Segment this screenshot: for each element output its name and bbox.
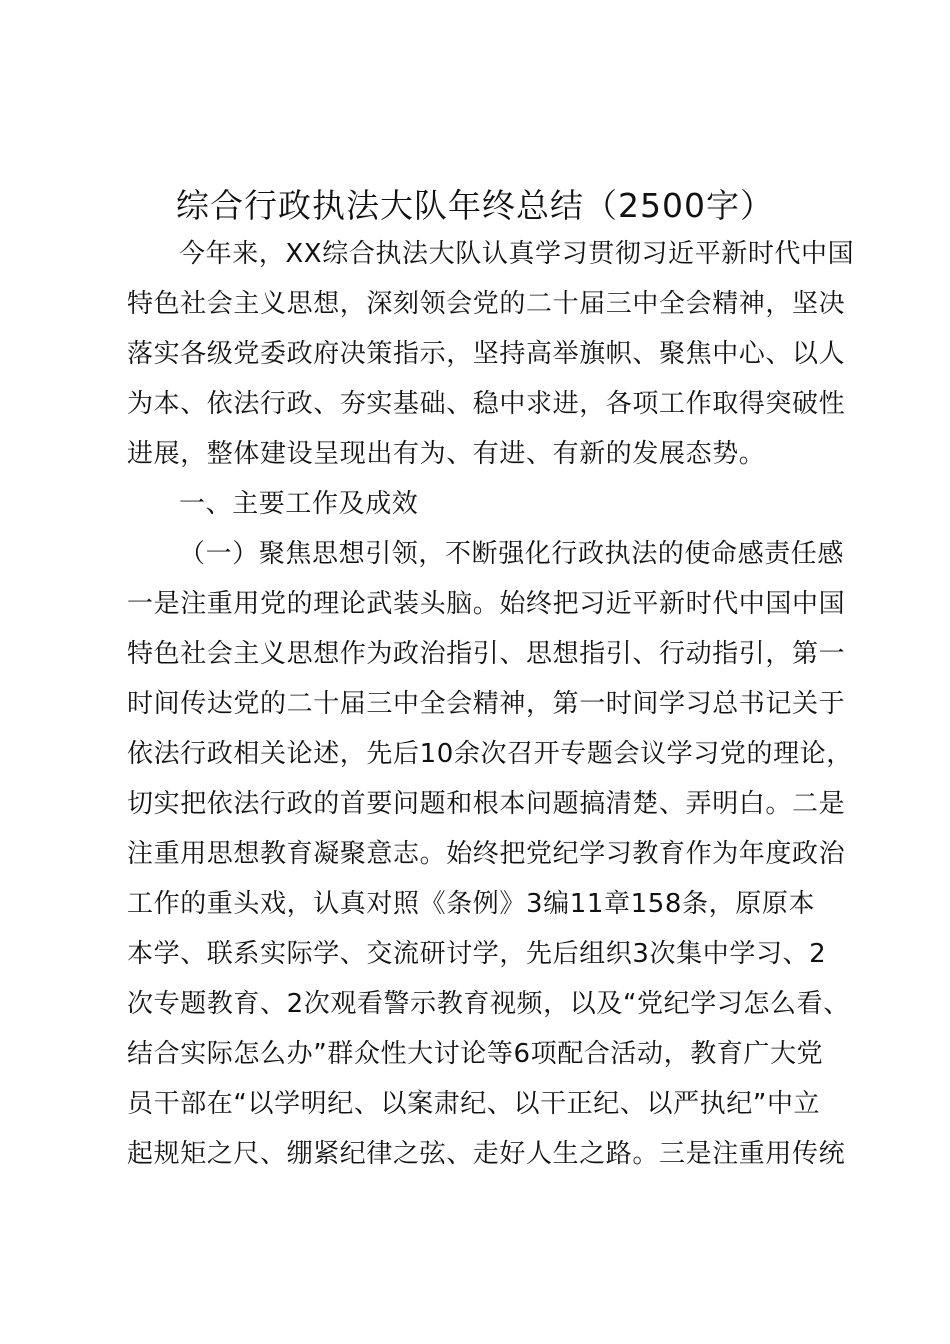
body-paragraph-line: 员干部在“以学明纪、以案肃纪、以干正纪、以严执纪”中立 <box>127 1089 821 1119</box>
body-paragraph-line: 本学、联系实际学、交流研讨学，先后组织3次集中学习、2 <box>127 939 827 969</box>
intro-paragraph-line: 今年来，XX综合执法大队认真学习贯彻习近平新时代中国 <box>179 239 855 269</box>
body-paragraph-line: 一是注重用党的理论武装头脑。始终把习近平新时代中国中国 <box>127 589 846 619</box>
intro-paragraph-line: 落实各级党委政府决策指示，坚持高举旗帜、聚焦中心、以人 <box>127 339 846 369</box>
intro-paragraph-line: 为本、依法行政、夯实基础、稳中求进，各项工作取得突破性 <box>127 389 846 419</box>
body-paragraph-line: 起规矩之尺、绷紧纪律之弦、走好人生之路。三是注重用传统 <box>127 1139 846 1169</box>
body-paragraph-line: 特色社会主义思想作为政治指引、思想指引、行动指引，第一 <box>127 639 846 669</box>
section-heading: 一、主要工作及成效 <box>179 489 419 519</box>
body-paragraph-line: 次专题教育、2次观看警示教育视频，以及“党纪学习怎么看、 <box>127 989 850 1019</box>
body-paragraph-line: 时间传达党的二十届三中全会精神，第一时间学习总书记关于 <box>127 689 846 719</box>
intro-paragraph-line: 特色社会主义思想，深刻领会党的二十届三中全会精神，坚决 <box>127 289 846 319</box>
body-paragraph-line: 工作的重头戏，认真对照《条例》3编11章158条，原原本 <box>127 889 816 919</box>
body-paragraph-line: 注重用思想教育凝聚意志。始终把党纪学习教育作为年度政治 <box>127 839 846 869</box>
body-paragraph-line: 结合实际怎么办”群众性大讨论等6项配合活动，教育广大党 <box>127 1039 824 1069</box>
document-body <box>127 229 867 1179</box>
subsection-heading: （一）聚焦思想引领，不断强化行政执法的使命感责任感 <box>179 539 845 569</box>
body-paragraph-line: 切实把依法行政的首要问题和根本问题搞清楚、弄明白。二是 <box>127 789 846 819</box>
document-title: 综合行政执法大队年终总结（2500字） <box>176 186 774 225</box>
body-paragraph-line: 依法行政相关论述，先后10余次召开专题会议学习党的理论， <box>127 739 853 769</box>
intro-paragraph-line: 进展，整体建设呈现出有为、有进、有新的发展态势。 <box>127 439 766 469</box>
